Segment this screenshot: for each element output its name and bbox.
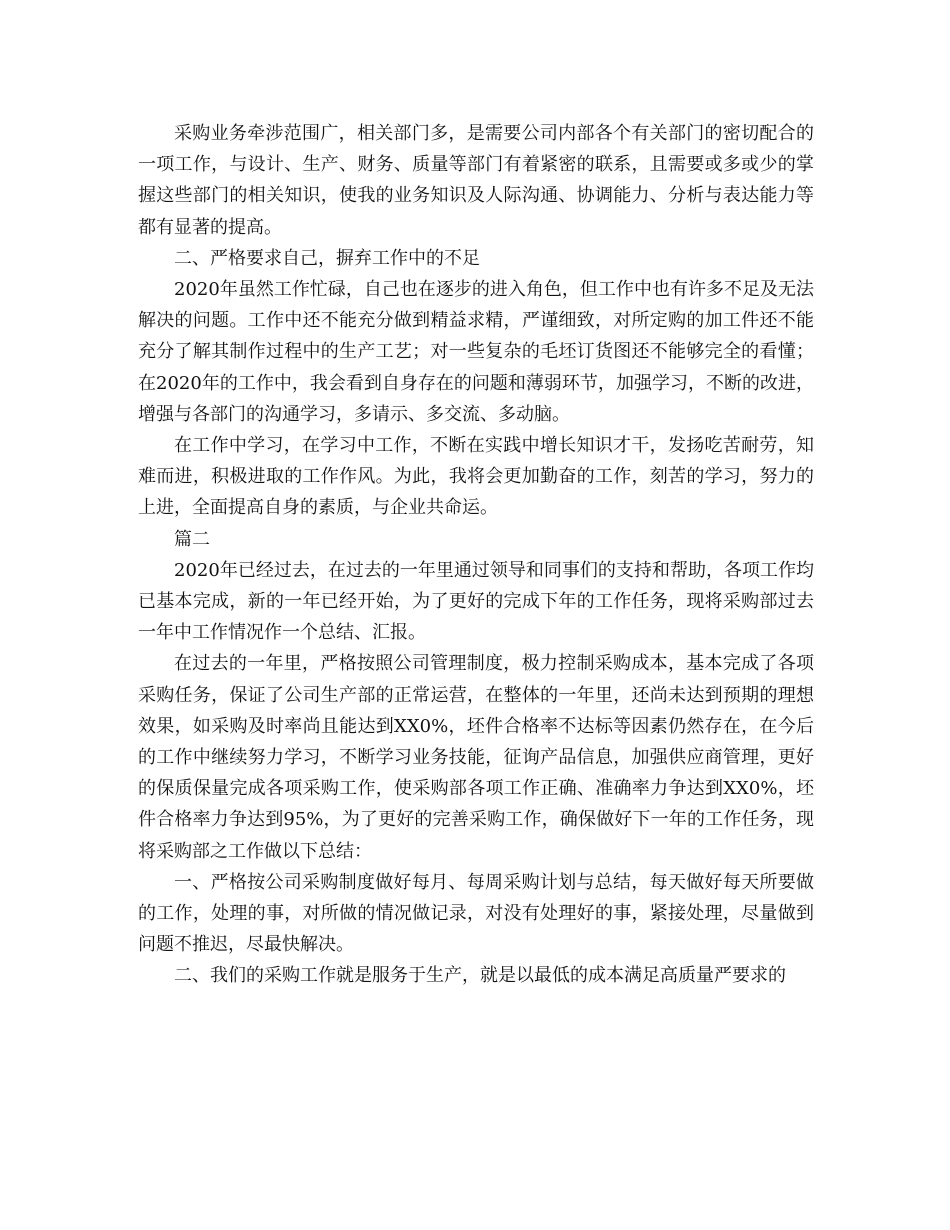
document-page [138,118,814,992]
section-heading-2: 二、严格要求自己，摒弃工作中的不足 [174,247,480,269]
paragraph-6: 2020年已经过去，在过去的一年里通过领导和同事们的支持和帮助，各项工作均已基本完成，新的一年已经开始，为了更好的完成下年的工作任务，现将采购部过去一年中工作情况作一个总结、汇报。 [138,559,814,644]
paragraph-1: 采购业务牵涉范围广，相关部门多，是需要公司内部各个有关部门的密切配合的一项工作，与设计、生产、财务、质量等部门有着紧密的联系，且需要或多或少的掌握这些部门的相关知识，使我的业务知识及人际沟通、协调能力、分析与表达能力等都有显著的提高。 [138,123,814,238]
paragraph-9: 二、我们的采购工作就是服务于生产，就是以最低的成本满足高质量严要求的 [174,965,786,987]
paragraph-8: 一、严格按公司采购制度做好每月、每周采购计划与总结，每天做好每天所要做的工作，处理的事，对所做的情况做记录，对没有处理好的事，紧接处理，尽量做到问题不推迟，尽最快解决。 [138,871,814,956]
paragraph-4: 在工作中学习，在学习中工作，不断在实践中增长知识才干，发扬吃苦耐劳，知难而进，积极进取的工作作风。为此，我将会更加勤奋的工作，刻苦的学习，努力的上进，全面提高自身的素质，与企业共命运。 [138,435,814,519]
part-heading-2: 篇二 [174,528,210,550]
paragraph-3: 2020年虽然工作忙碌，自己也在逐步的进入角色，但工作中也有许多不足及无法解决的问题。工作中还不能充分做到精益求精，严谨细致，对所定购的加工件还不能充分了解其制作过程中的生产工艺；对一些复杂的毛坯订货图还不能够完全的看懂；在2020年的工作中，我会看到自身存在的问题和薄弱环节，加强学习，不断的改进，增强与各部门的沟通学习，多请示、多交流、多动脑。 [138,279,814,425]
paragraph-7: 在过去的一年里，严格按照公司管理制度，极力控制采购成本，基本完成了各项采购任务，保证了公司生产部的正常运营，在整体的一年里，还尚未达到预期的理想效果，如采购及时率尚且能达到XX0%，坯件合格率不达标等因素仍然存在，在今后的工作中继续努力学习，不断学习业务技能，征询产品信息，加强供应商管理，更好的保质保量完成各项采购工作，使采购部各项工作正确、准确率力争达到XX0%，坯件合格率力争达到95%，为了更好的完善采购工作，确保做好下一年的工作任务，现将采购部之工作做以下总结： [138,653,814,862]
